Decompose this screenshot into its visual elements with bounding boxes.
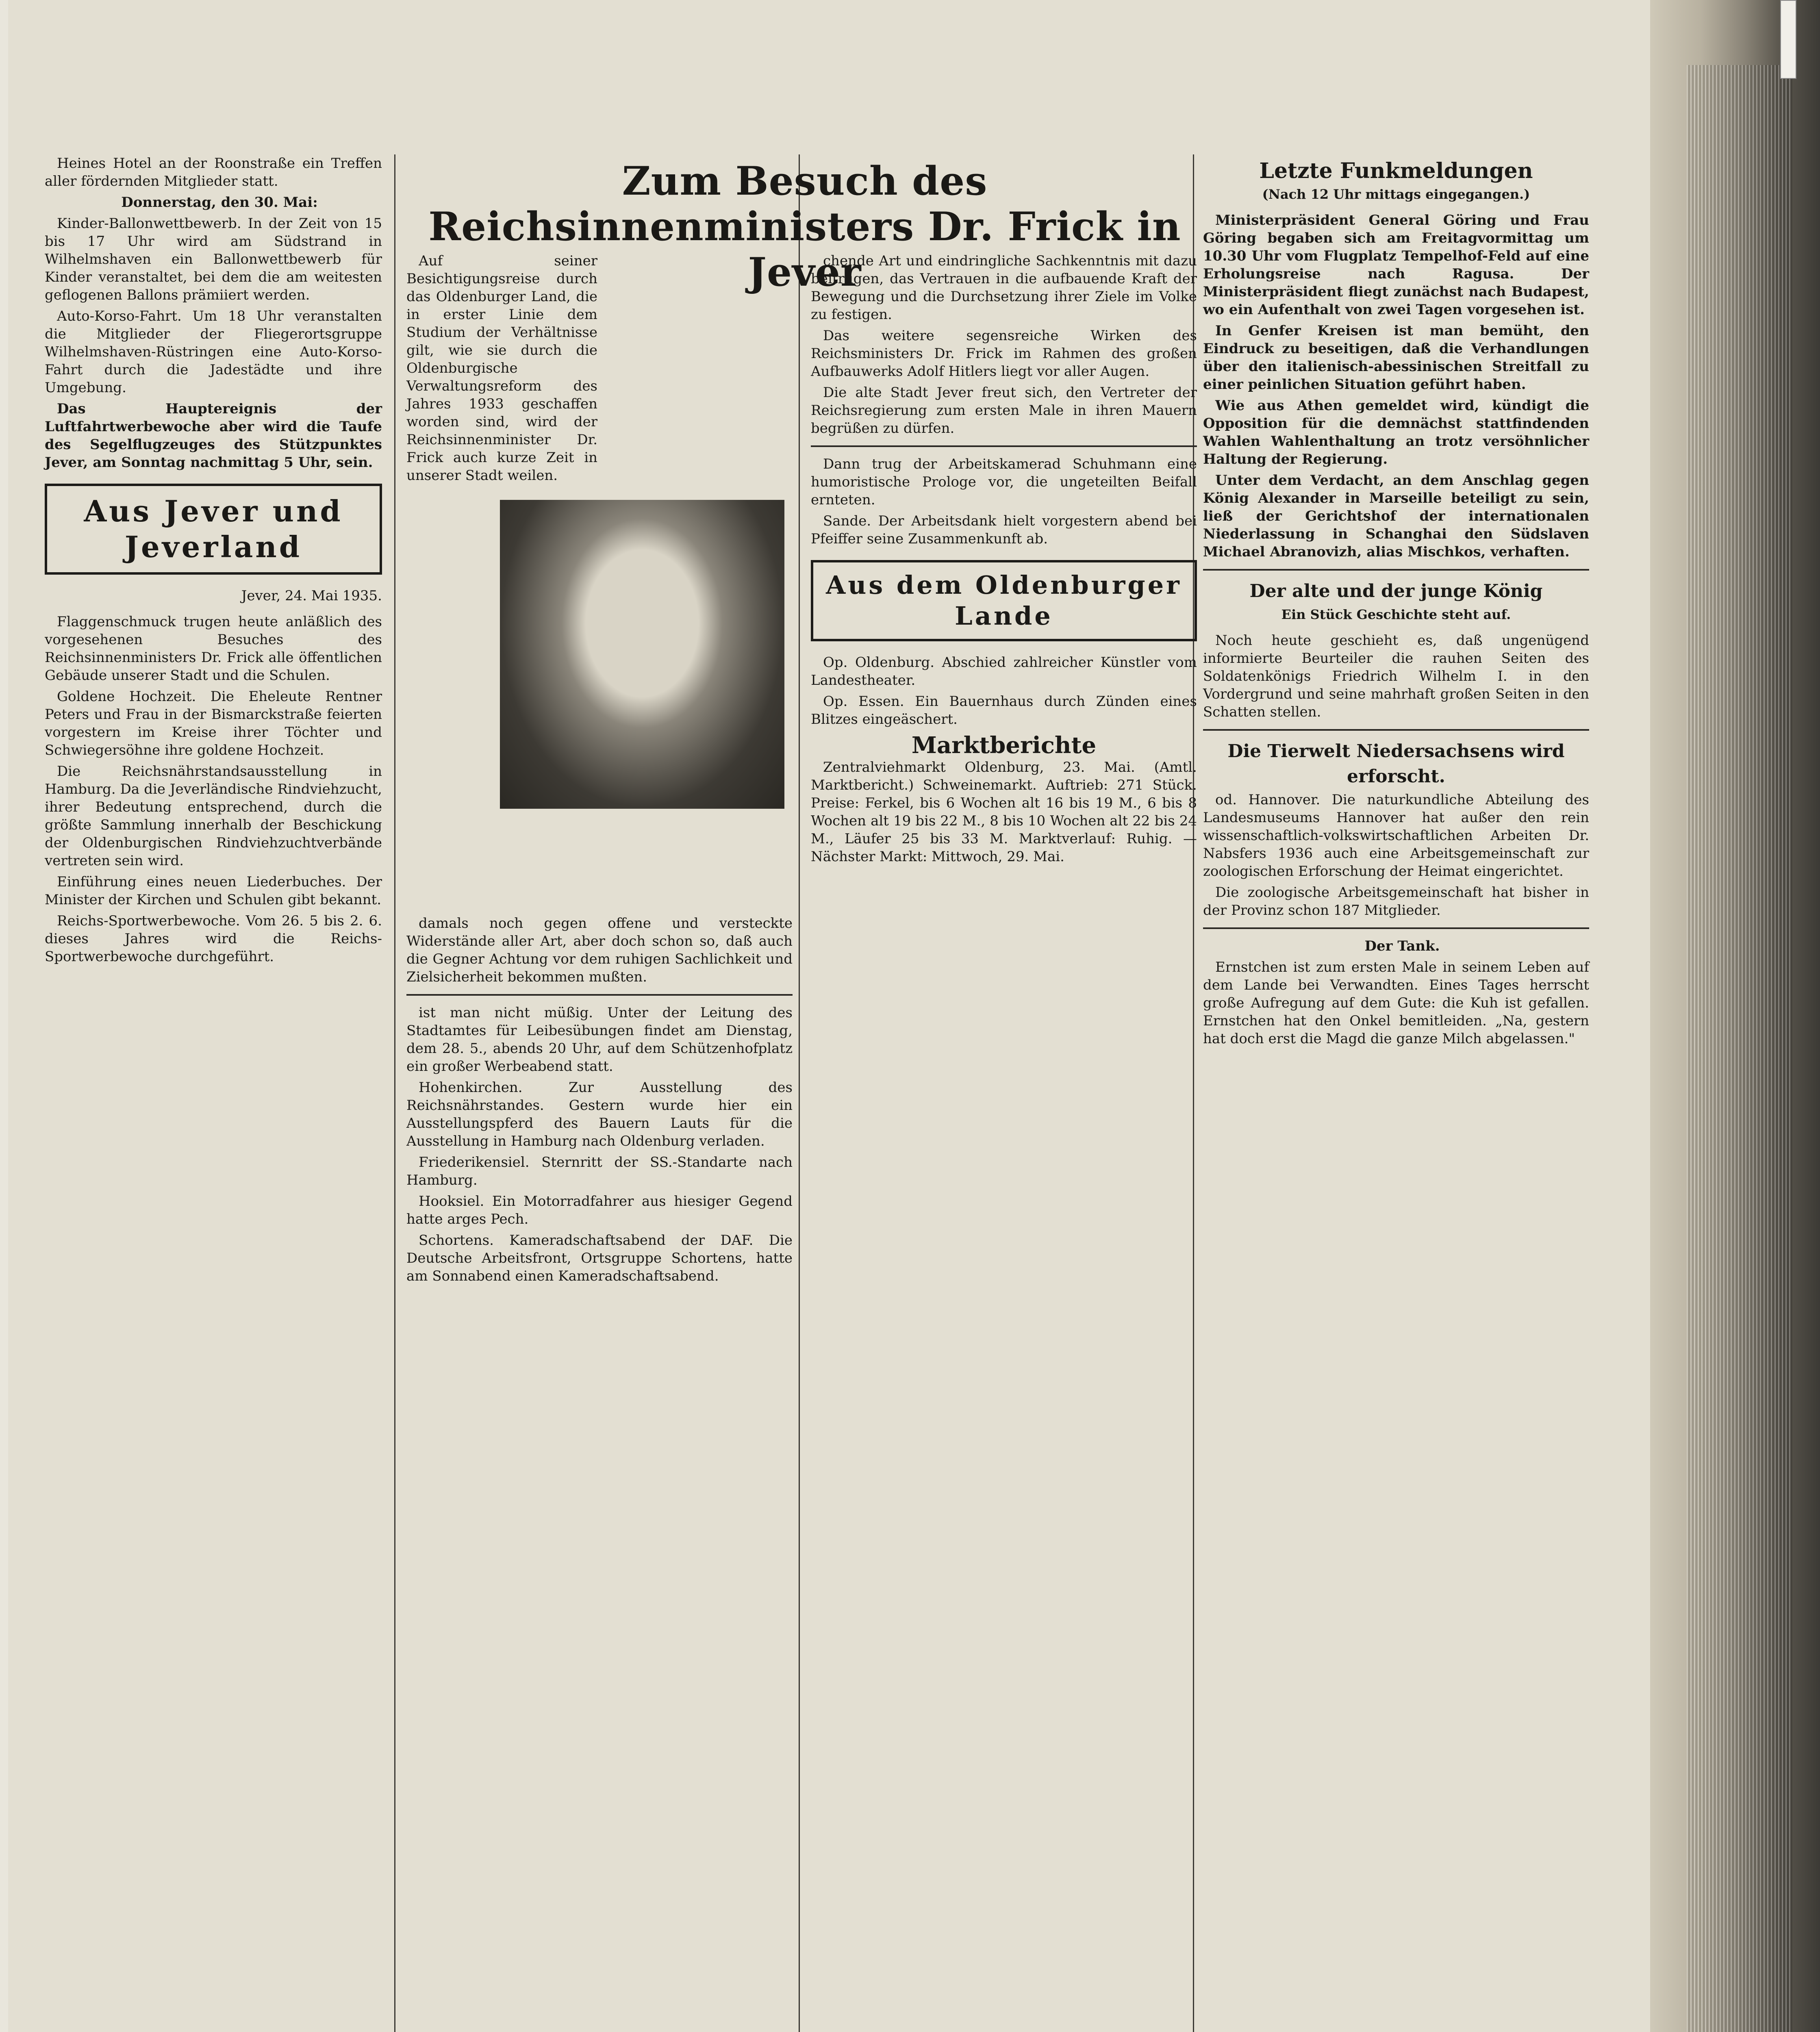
column-rule-1	[394, 154, 395, 2032]
market-title: Marktberichte	[911, 732, 1097, 759]
column-3	[811, 252, 1197, 869]
market-report: Zentralviehmarkt Oldenburg, 23. Mai. (Amtl. Marktbericht.) Schweinemarkt. Auftrieb: 271 Stück. Preise: Ferkel, bis 6 Wochen alt 16 bis 19 M., 6 bis 8 Wochen alt 19 bis 22 M., 8 bis 10 Wochen alt 22 bis 24 M., Läufer 25 bis 33 M. Marktverlauf: Ruhig. — Nächster Markt: Mittwoch, 29. Mai.	[811, 759, 1197, 865]
article-paragraph: Op. Oldenburg. Abschied zahlreicher Künstler vom Landestheater.	[811, 654, 1197, 688]
article-paragraph: Hooksiel. Ein Motorradfahrer aus hiesiger Gegend hatte arges Pech.	[406, 1193, 793, 1227]
top-fragment: Heines Hotel an der Roonstraße ein Treffen aller fördernden Mitglieder statt.	[45, 155, 382, 189]
section-box-jever: Aus Jever und Jeverland	[45, 484, 382, 575]
divider	[406, 994, 793, 996]
article-paragraph: Die Reichsnährstandsausstellung in Hamburg. Da die Jeverländische Rindviehzucht, ihrer Bedeutung entsprechend, durch die größte Sammlung innerhalb der Beschickung der Oldenburgischen Rindviehzuchtverbände vertreten sein wird.	[45, 763, 382, 869]
bookmark-tab	[1780, 0, 1796, 79]
article-paragraph: Kinder-Ballonwettbewerb. In der Zeit von 15 bis 17 Uhr wird am Südstrand in Wilhelmshaven ein Ballonwettbewerb für Kinder veranstaltet, bei dem die am weitesten geflogenen Ballons prämiiert werden.	[45, 215, 382, 303]
article-paragraph: Schortens. Kameradschaftsabend der DAF. Die Deutsche Arbeitsfront, Ortsgruppe Schortens, hatte am Sonnabend einen Kameradschaftsabend.	[406, 1232, 793, 1284]
article-paragraph: Auf seiner Besichtigungsreise durch das Oldenburger Land, die in erster Linie dem Studium der Verhältnisse gilt, wie sie durch die Oldenburgische Verwaltungsreform des Jahres 1933 geschaffen worden sind, wird der Reichsinnenminister Dr. Frick auch kurze Zeit in unserer Stadt weilen.	[406, 253, 597, 484]
portrait-photo	[500, 500, 784, 809]
article-paragraph: Dann trug der Arbeitskamerad Schuhmann eine humoristische Prologe vor, die ungeteilten Beifall ernteten.	[811, 456, 1197, 508]
article-paragraph: Die zoologische Arbeitsgemeinschaft hat bisher in der Provinz schon 187 Mitglieder.	[1203, 884, 1589, 918]
king-subtitle: Ein Stück Geschichte steht auf.	[1281, 607, 1511, 622]
divider	[1203, 569, 1589, 571]
news-item: Wie aus Athen gemeldet wird, kündigt die Opposition für die demnächst stattfindenden Wahlen Wahlenthaltung an trotz versöhnlicher Haltung der Regierung.	[1203, 397, 1589, 467]
divider	[1203, 729, 1589, 731]
article-paragraph: od. Hannover. Die naturkundliche Abteilung des Landesmuseums Hannover hat außer den rein wissenschaftlich-volkswirtschaftlichen Arbeiten Dr. Nabsfers 1936 auch eine Arbeitsgemeinschaft zur zoologischen Erforschung der Heimat eingerichtet.	[1203, 792, 1589, 879]
news-item: In Genfer Kreisen ist man bemüht, den Eindruck zu beseitigen, daß die Verhandlungen über den italienisch-abessinischen Streitfall zu einer peinlichen Situation geführt haben.	[1203, 323, 1589, 393]
news-subtitle: (Nach 12 Uhr mittags eingegangen.)	[1262, 187, 1530, 202]
day-heading: Donnerstag, den 30. Mai:	[121, 194, 318, 211]
article-paragraph: Goldene Hochzeit. Die Eheleute Rentner Peters und Frau in der Bismarckstraße feierten vorgestern im Kreise ihrer Töchter und Schwiegersöhne ihre goldene Hochzeit.	[45, 688, 382, 758]
divider	[1203, 927, 1589, 929]
column-rule-2	[799, 154, 800, 2032]
article-paragraph: Reichs-Sportwerbewoche. Vom 26. 5 bis 2. 6. dieses Jahres wird die Reichs-Sportwerbewoche durchgeführt.	[45, 913, 382, 965]
main-headline: Zum Besuch des Reichsinnenministers Dr. Frick in Jever	[428, 158, 1181, 295]
page-edges	[1687, 65, 1792, 2032]
column-1	[45, 154, 382, 969]
dateline: Jever, 24. Mai 1935.	[241, 588, 382, 604]
article-paragraph: Hohenkirchen. Zur Ausstellung des Reichsnährstandes. Gestern wurde hier ein Ausstellungspferd des Bauern Lauts für die Ausstellung in Hamburg nach Oldenburg verladen.	[406, 1079, 793, 1149]
article-paragraph: Das weitere segensreiche Wirken des Reichsministers Dr. Frick im Rahmen des großen Aufbauwerks Adolf Hitlers liegt vor aller Augen.	[811, 328, 1197, 380]
article-paragraph: Sande. Der Arbeitsdank hielt vorgestern abend bei Pfeiffer seine Zusammenkunft ab.	[811, 513, 1197, 547]
news-item: Unter dem Verdacht, an dem Anschlag gegen König Alexander in Marseille beteiligt zu sein, ließ der Gerichtshof der internationalen Niederlassung in Schanghai den Südslaven Michael Abranovizh, alias Mischkos, verhaften.	[1203, 472, 1589, 560]
column-4	[1203, 154, 1589, 1051]
article-paragraph: Op. Essen. Ein Bauernhaus durch Zünden eines Blitzes eingeäschert.	[811, 693, 1197, 727]
news-item: Ministerpräsident General Göring und Frau Göring begaben sich am Freitagvormittag um 10.30 Uhr vom Flugplatz Tempelhof-Feld auf eine Erholungsreise nach Ragusa. Der Ministerpräsident fliegt zunächst nach Budapest, wo ein Aufenthalt von zwei Tagen vorgesehen ist.	[1203, 212, 1589, 318]
closing-heading: Der Tank.	[1364, 938, 1440, 954]
closing-text: Ernstchen ist zum ersten Male in seinem Leben auf dem Lande bei Verwandten. Eines Tages herrscht große Aufregung auf dem Gute: die Kuh ist gefallen. Ernstchen hat den Onkel bemitleiden. „Na, gestern hat doch erst die Magd die ganze Milch abgelassen."	[1203, 959, 1589, 1047]
article-paragraph: Das Hauptereignis der Luftfahrtwerbewoche aber wird die Taufe des Segelflugzeuges des Stützpunktes Jever, am Sonntag nachmittag 5 Uhr, sein.	[45, 401, 382, 471]
article-paragraph: ist man nicht müßig. Unter der Leitung des Stadtamtes für Leibesübungen findet am Dienstag, dem 28. 5., abends 20 Uhr, auf dem Schützenhofplatz ein großer Werbeabend statt.	[406, 1005, 793, 1075]
divider	[811, 445, 1197, 447]
article-paragraph: Flaggenschmuck trugen heute anläßlich des vorgesehenen Besuches des Reichsinnenministers Dr. Frick alle öffentlichen Gebäude unserer Stadt und die Schulen.	[45, 614, 382, 684]
section-box-oldenburg: Aus dem Oldenburger Lande	[811, 560, 1197, 641]
article-paragraph: Noch heute geschieht es, daß ungenügend informierte Beurteiler die rauhen Seiten des Soldatenkönigs Friedrich Wilhelm I. in den Vordergrund und seine mahrhaft großen Seiten in den Schatten stellen.	[1203, 632, 1589, 720]
fauna-title: Die Tierwelt Niedersachsens wird erforscht.	[1227, 741, 1565, 787]
article-paragraph: damals noch gegen offene und versteckte Widerstände aller Art, aber doch schon so, daß auch die Gegner Achtung vor dem ruhigen Sachlichkeit und Zielsicherheit bekommen mußten.	[406, 915, 793, 985]
news-title: Letzte Funkmeldungen	[1259, 158, 1533, 183]
article-paragraph: Friederikensiel. Sternritt der SS.-Standarte nach Hamburg.	[406, 1154, 793, 1188]
article-paragraph: Die alte Stadt Jever freut sich, den Vertreter der Reichsregierung zum ersten Male in ihren Mauern begrüßen zu dürfen.	[811, 384, 1197, 436]
article-paragraph: Einführung eines neuen Liederbuches. Der Minister der Kirchen und Schulen gibt bekannt.	[45, 874, 382, 908]
article-paragraph: chende Art und eindringliche Sachkenntnis mit dazu beitrugen, das Vertrauen in die aufbauende Kraft der Bewegung und die Durchsetzung ihrer Ziele im Volke zu festigen.	[811, 253, 1197, 323]
article-paragraph: Auto-Korso-Fahrt. Um 18 Uhr veranstalten die Mitglieder der Fliegerortsgruppe Wilhelmshaven-Rüstringen eine Auto-Korso-Fahrt durch die Jadestädte und ihre Umgebung.	[45, 308, 382, 396]
king-title: Der alte und der junge König	[1249, 581, 1543, 601]
